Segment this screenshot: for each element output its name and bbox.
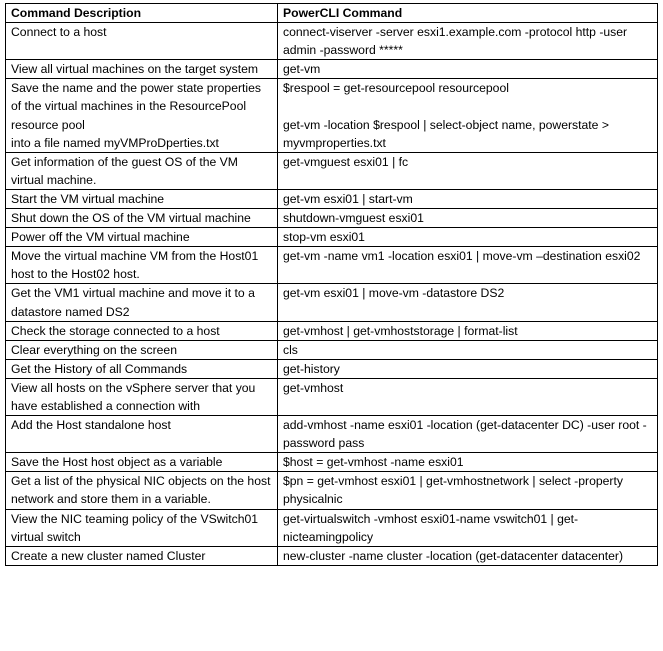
table-row [6, 228, 658, 247]
table-row [6, 247, 658, 284]
powercli-command-cell: cls [278, 340, 658, 359]
table-row [6, 340, 658, 359]
powercli-command-cell: connect-viserver -server esxi1.example.com -protocol http -user admin -password ***** [278, 23, 658, 60]
table-row [6, 546, 658, 565]
table-row [6, 152, 658, 189]
table-row [6, 209, 658, 228]
powercli-command-cell: $host = get-vmhost -name esxi01 [278, 453, 658, 472]
table-row [6, 79, 658, 152]
command-description-cell: Get information of the guest OS of the VM virtual machine. [6, 152, 278, 189]
powercli-command-cell: get-virtualswitch -vmhost esxi01-name vswitch01 | get-nicteamingpolicy [278, 509, 658, 546]
table-row [6, 359, 658, 378]
powercli-command-cell: $respool = get-resourcepool resourcepool get-vm -location $respool | select-object name, powerstate > myvmproperties.txt [278, 79, 658, 152]
powercli-command-cell: new-cluster -name cluster -location (get-datacenter datacenter) [278, 546, 658, 565]
powercli-commands-table [5, 3, 658, 566]
powercli-command-cell: get-vm -name vm1 -location esxi01 | move-vm –destination esxi02 [278, 247, 658, 284]
powercli-command-cell: get-vmhost [278, 378, 658, 415]
command-description-cell: Shut down the OS of the VM virtual machine [6, 209, 278, 228]
command-description-cell: View all virtual machines on the target system [6, 60, 278, 79]
powercli-command-cell: get-history [278, 359, 658, 378]
table-row [6, 378, 658, 415]
header-powercli-command: PowerCLI Command [278, 4, 658, 23]
powercli-command-cell: get-vm esxi01 | start-vm [278, 189, 658, 208]
command-description-cell: Move the virtual machine VM from the Host01 host to the Host02 host. [6, 247, 278, 284]
table-row [6, 453, 658, 472]
table-row [6, 23, 658, 60]
table-row [6, 321, 658, 340]
command-description-cell: Get a list of the physical NIC objects on the host network and store them in a variable. [6, 472, 278, 509]
command-description-cell: View the NIC teaming policy of the VSwitch01 virtual switch [6, 509, 278, 546]
command-description-cell: Save the Host host object as a variable [6, 453, 278, 472]
command-description-cell: View all hosts on the vSphere server that you have established a connection with [6, 378, 278, 415]
powercli-command-cell: shutdown-vmguest esxi01 [278, 209, 658, 228]
powercli-command-cell: get-vm esxi01 | move-vm -datastore DS2 [278, 284, 658, 321]
table-row [6, 284, 658, 321]
command-description-cell: Get the History of all Commands [6, 359, 278, 378]
command-description-cell: Clear everything on the screen [6, 340, 278, 359]
table-row [6, 416, 658, 453]
command-description-cell: Get the VM1 virtual machine and move it to a datastore named DS2 [6, 284, 278, 321]
command-description-cell: Connect to a host [6, 23, 278, 60]
command-description-cell: Check the storage connected to a host [6, 321, 278, 340]
table-body [6, 23, 658, 566]
table-row [6, 509, 658, 546]
table-row [6, 60, 658, 79]
table-row [6, 189, 658, 208]
powercli-command-cell: get-vmhost | get-vmhoststorage | format-list [278, 321, 658, 340]
command-description-cell: Start the VM virtual machine [6, 189, 278, 208]
header-command-description: Command Description [6, 4, 278, 23]
powercli-command-cell: $pn = get-vmhost esxi01 | get-vmhostnetwork | select -property physicalnic [278, 472, 658, 509]
command-description-cell: Create a new cluster named Cluster [6, 546, 278, 565]
command-description-cell: Add the Host standalone host [6, 416, 278, 453]
command-description-cell: Power off the VM virtual machine [6, 228, 278, 247]
powercli-command-cell: get-vm [278, 60, 658, 79]
powercli-command-cell: stop-vm esxi01 [278, 228, 658, 247]
command-description-cell: Save the name and the power state properties of the virtual machines in the ResourcePool resource pool into a file named myVMProDperties.txt [6, 79, 278, 152]
header-row [6, 4, 658, 23]
powercli-command-cell: get-vmguest esxi01 | fc [278, 152, 658, 189]
table-row [6, 472, 658, 509]
powercli-command-cell: add-vmhost -name esxi01 -location (get-datacenter DC) -user root -password pass [278, 416, 658, 453]
